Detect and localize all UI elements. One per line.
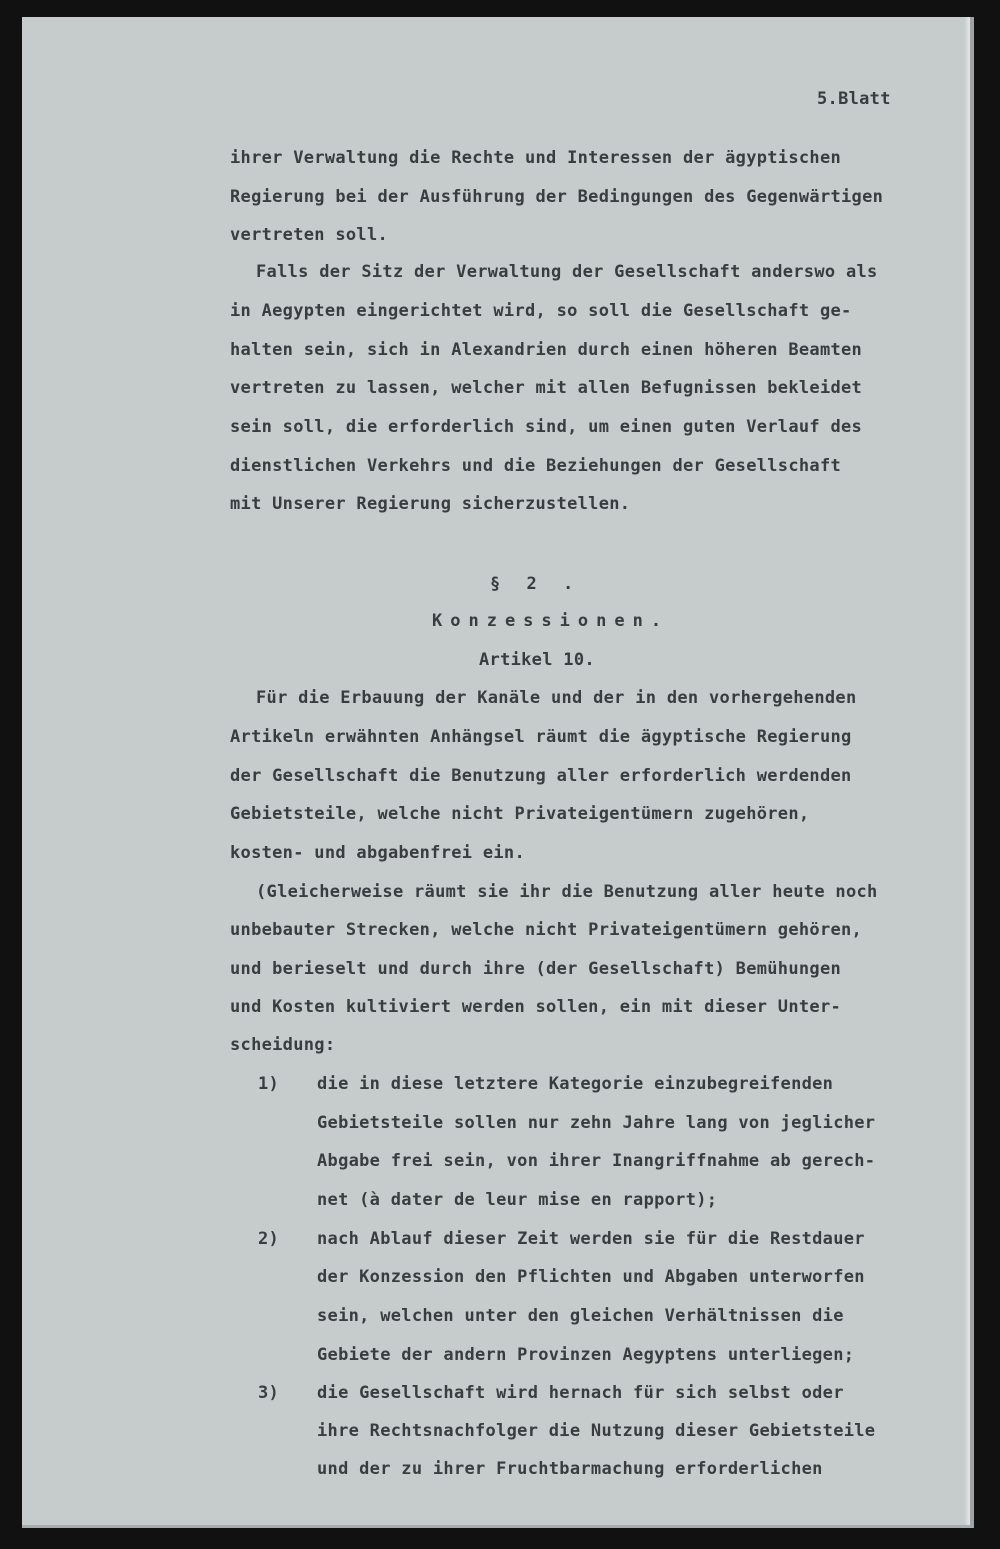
paragraph-2-line: Falls der Sitz der Verwaltung der Gesellschaft anderswo als	[256, 262, 878, 282]
list-item-line: ihre Rechtsnachfolger die Nutzung dieser Gebietsteile	[317, 1421, 876, 1441]
paragraph-1-line: ihrer Verwaltung die Rechte und Interessen der ägyptischen	[230, 148, 842, 168]
paragraph-2-line: in Aegypten eingerichtet wird, so soll die Gesellschaft ge-	[230, 301, 852, 321]
list-item-line: die Gesellschaft wird hernach für sich selbst oder	[317, 1383, 844, 1403]
paragraph-4-line: unbebauter Strecken, welche nicht Privateigentümern gehören,	[230, 920, 863, 940]
list-item-line: Gebietsteile sollen nur zehn Jahre lang von jeglicher	[317, 1113, 876, 1133]
list-item-line: Abgabe frei sein, von ihrer Inangriffnahme ab gerech-	[317, 1151, 876, 1171]
paragraph-3-line: Gebietsteile, welche nicht Privateigentümern zugehören,	[230, 804, 810, 824]
paragraph-2-line: vertreten zu lassen, welcher mit allen Befugnissen bekleidet	[230, 378, 863, 398]
list-item-line: nach Ablauf dieser Zeit werden sie für die Restdauer	[317, 1229, 865, 1249]
section-title: Konzessionen.	[432, 611, 670, 631]
paragraph-2-line: halten sein, sich in Alexandrien durch einen höheren Beamten	[230, 340, 863, 360]
document-page	[22, 17, 974, 1528]
paragraph-3-line: Artikeln erwähnten Anhängsel räumt die ägyptische Regierung	[230, 727, 852, 747]
list-item-number: 2)	[258, 1229, 280, 1249]
list-item-line: net (à dater de leur mise en rapport);	[317, 1190, 718, 1210]
paragraph-1-line: Regierung bei der Ausführung der Bedingungen des Gegenwärtigen	[230, 187, 884, 207]
list-item-line: der Konzession den Pflichten und Abgaben unterworfen	[317, 1267, 865, 1287]
list-item-line: die in diese letztere Kategorie einzubegreifenden	[317, 1074, 834, 1094]
section-number: § 2 .	[490, 574, 582, 594]
paragraph-2-line: mit Unserer Regierung sicherzustellen.	[230, 494, 631, 514]
paragraph-4-line: (Gleicherweise räumt sie ihr die Benutzung aller heute noch	[256, 882, 878, 902]
paragraph-1-line: vertreten soll.	[230, 225, 389, 245]
list-item-number: 3)	[258, 1383, 280, 1403]
list-item-line: Gebiete der andern Provinzen Aegyptens unterliegen;	[317, 1345, 855, 1365]
paragraph-4-line: und Kosten kultiviert werden sollen, ein mit dieser Unter-	[230, 997, 842, 1017]
list-item-line: sein, welchen unter den gleichen Verhältnissen die	[317, 1306, 844, 1326]
page-label: 5.Blatt	[817, 89, 891, 109]
paragraph-4-line: und berieselt und durch ihre (der Gesellschaft) Bemühungen	[230, 959, 842, 979]
article-heading: Artikel 10.	[479, 650, 595, 670]
paragraph-3-line: der Gesellschaft die Benutzung aller erforderlich werdenden	[230, 766, 852, 786]
paragraph-3-line: Für die Erbauung der Kanäle und der in den vorhergehenden	[256, 688, 857, 708]
paragraph-2-line: dienstlichen Verkehrs und die Beziehungen der Gesellschaft	[230, 456, 842, 476]
paragraph-3-line: kosten- und abgabenfrei ein.	[230, 843, 525, 863]
list-item-line: und der zu ihrer Fruchtbarmachung erforderlichen	[317, 1459, 823, 1479]
paragraph-2-line: sein soll, die erforderlich sind, um einen guten Verlauf des	[230, 417, 863, 437]
list-item-number: 1)	[258, 1074, 280, 1094]
paragraph-4-line: scheidung:	[230, 1035, 336, 1055]
